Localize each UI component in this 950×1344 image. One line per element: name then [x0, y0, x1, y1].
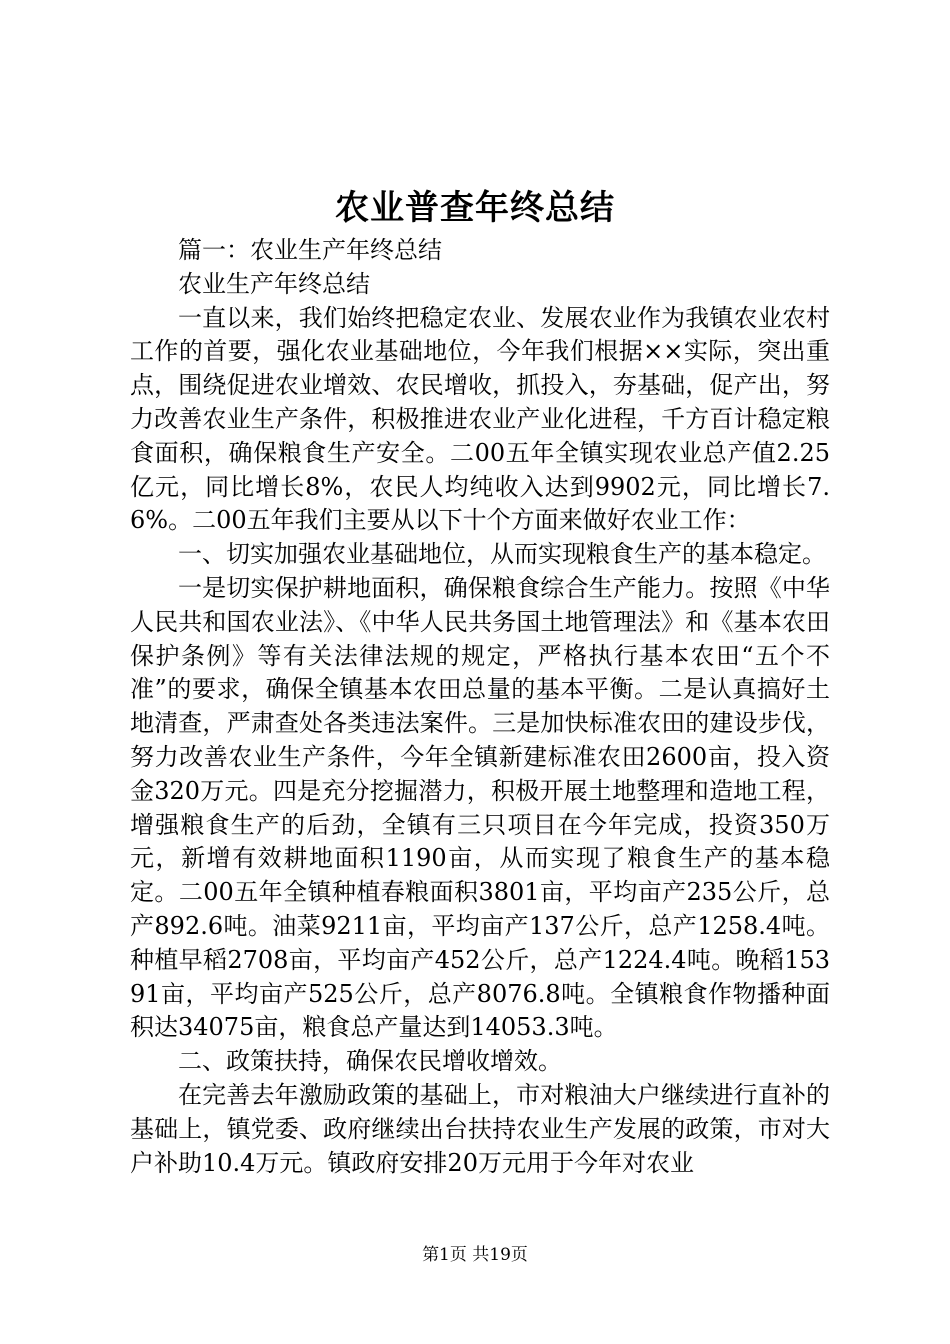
document-title: 农业普查年终总结 [335, 188, 615, 228]
paragraph-subtitle: 农业生产年终总结 [178, 269, 370, 298]
paragraph-farmland: 一是切实保护耕地面积，确保粮食综合生产能力。按照《中华人民共和国农业法》、《中华人民共务国土地管理法》和《基本农田保护条例》等有关法律法规的规定，严格执行基本农田“五个不准”的要求，确保全镇基本农田总量的基本平衡。二是认真搞好土地清查，严肃查处各类违法案件。三是加快标准农田的建设步伐，努力改善农业生产条件，今年全镇新建标准农田2600亩，投入资金320万元。四是充分挖掘潜力，积极开展土地整理和造地工程，增强粮食生产的后劲，全镇有三只项目在今年完成，投资350万元，新增有效耕地面积1190亩，从而实现了粮食生产的基本稳定。二00五年全镇种植春粮面积3801亩，平均亩产235公斤，总产892.6吨。油菜9211亩，平均亩产137公斤，总产1258.4吨。种植早稻2708亩，平均亩产452公斤，总产1224.4吨。晚稻15391亩，平均亩产525公斤，总产8076.8吨。全镇粮食作物播种面积达34075亩，粮食总产量达到14053.3吨。 [130, 573, 830, 1042]
paragraph-heading-one: 一、切实加强农业基础地位，从而实现粮食生产的基本稳定。 [178, 540, 826, 569]
paragraph-heading-two: 二、政策扶持，确保农民增收增效。 [178, 1047, 562, 1076]
document-body [130, 234, 830, 1180]
paragraph-section-heading: 篇一：农业生产年终总结 [178, 236, 442, 264]
paragraph-policy: 在完善去年激励政策的基础上，市对粮油大户继续进行直补的基础上，镇党委、政府继续出台扶持农业生产发展的政策，市对大户补助10.4万元。镇政府安排20万元用于今年对农业 [130, 1080, 830, 1177]
page-number-footer: 第1页 共19页 [422, 1245, 528, 1265]
paragraph-intro: 一直以来，我们始终把稳定农业、发展农业作为我镇农业农村工作的首要，强化农业基础地位，今年我们根据××实际，突出重点，围绕促进农业增效、农民增收，抓投入，夯基础，促产出，努力改善农业生产条件，积极推进农业产业化进程，千方百计稳定粮食面积，确保粮食生产安全。二00五年全镇实现农业总产值2.25亿元，同比增长8%，农民人均纯收入达到9902元，同比增长7.6%。二00五年我们主要从以下十个方面来做好农业工作： [130, 303, 830, 535]
